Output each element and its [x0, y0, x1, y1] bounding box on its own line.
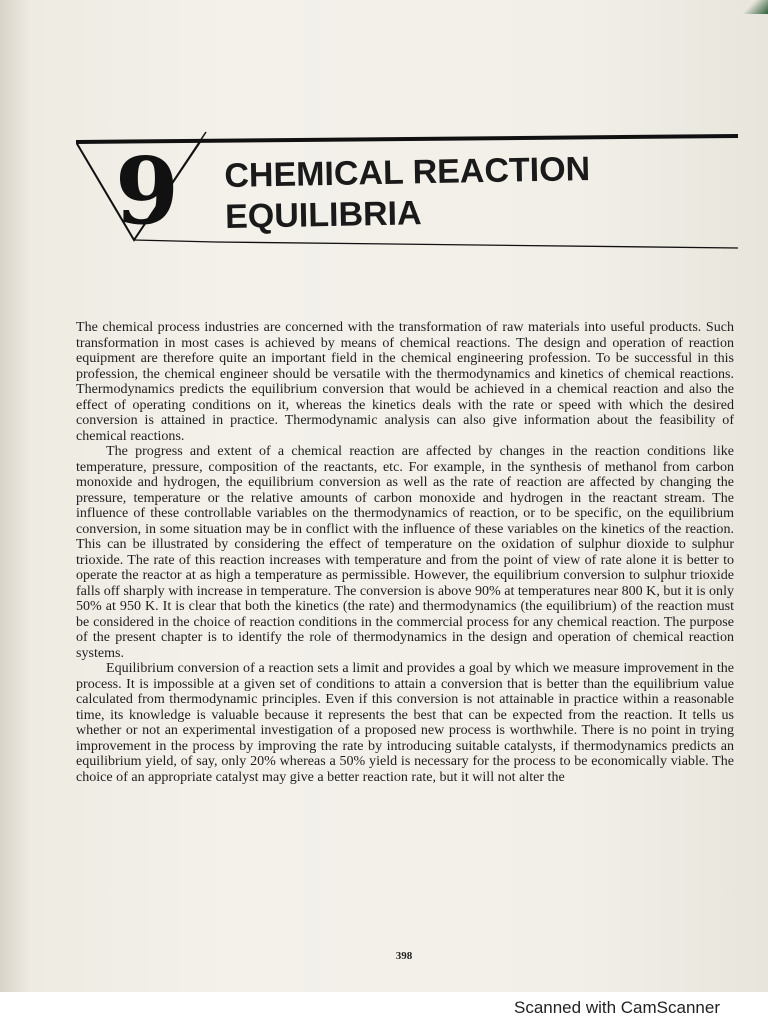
scanner-watermark-bar [0, 992, 768, 1024]
chapter-header [76, 128, 741, 268]
chapter-number: 9 [114, 137, 179, 245]
body-paragraph-1: The chemical process industries are concerned with the transformation of raw materials into useful products. Such transformation in most cases is achieved by means of chemical reactions. The design and operation of reaction equipment are therefore quite an important field in the chemical engineering profession. To be successful in this profession, the chemical engineer should be versatile with the thermodynamics and kinetics of chemical reactions. Thermodynamics predicts the equilibrium conversion that would be achieved in a chemical reaction and also the effect of operating conditions on it, whereas the kinetics deals with the rate or speed with which the desired conversion is attained in practice. Thermodynamic analysis can also give information about the feasibility of chemical reactions. [76, 319, 734, 444]
body-paragraph-3: Equilibrium conversion of a reaction sets a limit and provides a goal by which we measure improvement in the process. It is impossible at a given set of conditions to attain a conversion that is better than the equilibrium value calculated from thermodynamic principles. Even if this conversion is not attainable in practice within a reasonable time, its knowledge is valuable because it represents the best that can be expected from the reaction. It tells us whether or not an experimental investigation of a proposed new process is worthwhile. There is no point in trying improvement in the process by improving the rate by introducing suitable catalysts, if thermodynamics predicts an equilibrium yield, of say, only 20% whereas a 50% yield is necessary for the process to be economically viable. The choice of an appropriate catalyst may give a better reaction rate, but it will not alter the [76, 660, 734, 785]
chapter-body [76, 320, 734, 785]
page-corner-shadow [738, 0, 768, 14]
bleed-through-text [70, 70, 710, 110]
chapter-title-line-2: EQUILIBRIA [224, 194, 422, 236]
header-bottom-rule [134, 240, 738, 248]
scanner-watermark: Scanned with CamScanner [513, 998, 720, 1017]
body-paragraph-2: The progress and extent of a chemical reaction are affected by changes in the reaction conditions like temperature, pressure, composition of the reactants, etc. For example, in the synthesis of methanol from carbon monoxide and hydrogen, the equilibrium conversion as well as the rate of reaction are affected by changing the pressure, temperature or the relative amounts of carbon monoxide and hydrogen in the reactant stream. The influence of these controllable variables on the thermodynamics of reaction, or to be specific, on the equilibrium conversion, in some situation may be in conflict with the influence of these variables on the kinetics of the reaction. This can be illustrated by considering the effect of temperature on the oxidation of sulphur dioxide to sulphur trioxide. The rate of this reaction increases with temperature and from the point of view of rate alone it is better to operate the reactor at as high a temperature as permissible. However, the equilibrium conversion to sulphur trioxide falls off sharply with increase in temperature. The conversion is above 90% at temperatures near 800 K, but it is only 50% at 950 K. It is clear that both the kinetics (the rate) and thermodynamics (the equilibrium) of the reaction must be considered in the choice of reaction conditions in the commercial process for any chemical reaction. The purpose of the present chapter is to identify the role of thermodynamics in the design and operation of chemical reaction systems. [76, 443, 734, 661]
chapter-title [224, 147, 695, 238]
chapter-title-line-1: CHEMICAL REACTION [224, 149, 591, 195]
page-number: 398 [395, 950, 413, 962]
